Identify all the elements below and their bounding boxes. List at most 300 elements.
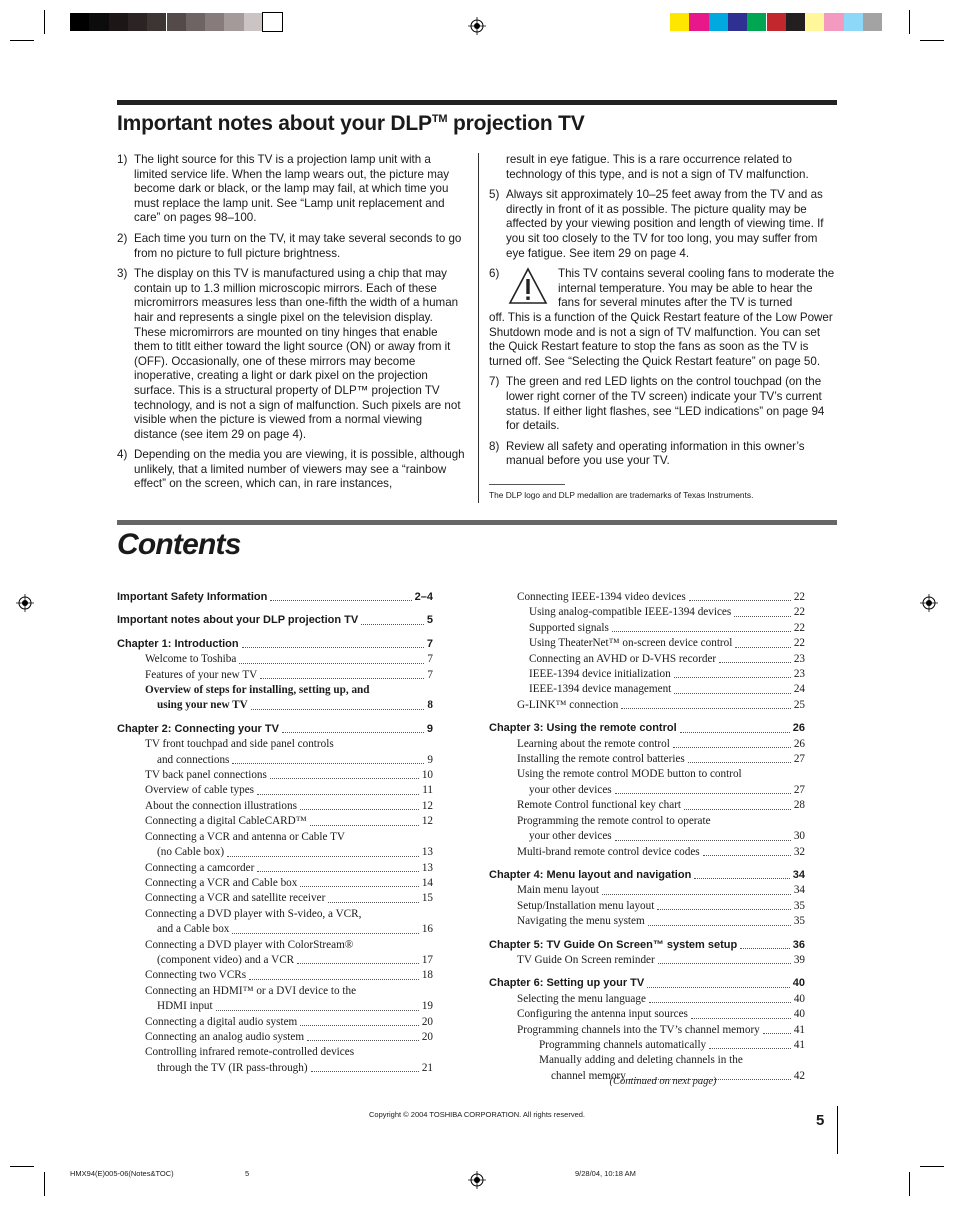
toc-entry[interactable] xyxy=(117,876,433,891)
crop-mark xyxy=(44,1172,45,1196)
toc-leader xyxy=(216,1010,419,1011)
toc-leader xyxy=(688,762,791,763)
toc-entry[interactable] xyxy=(489,1038,805,1053)
toc-entry[interactable] xyxy=(117,1030,433,1045)
toc-entry[interactable] xyxy=(117,753,433,768)
toc-page-number: 8 xyxy=(427,699,433,712)
toc-label: Programming channels into the TV’s channel memory xyxy=(517,1023,760,1036)
toc-entry[interactable] xyxy=(489,767,805,782)
toc-entry[interactable] xyxy=(489,914,805,929)
item-text: Review all safety and operating information in this owner’s manual before you use your TV. xyxy=(506,439,805,468)
toc-page-number: 21 xyxy=(421,1061,433,1074)
color-swatch xyxy=(186,13,205,31)
toc-gap xyxy=(117,714,433,722)
toc-page-number: 32 xyxy=(793,845,805,858)
toc-page-number: 42 xyxy=(793,1069,805,1082)
toc-label: Using analog-compatible IEEE-1394 devices xyxy=(529,606,732,619)
toc-entry[interactable] xyxy=(489,752,805,767)
toc-leader xyxy=(239,663,424,664)
toc-page-number: 24 xyxy=(793,683,805,696)
toc-leader xyxy=(232,933,418,934)
notes-title-end: projection TV xyxy=(447,112,585,135)
toc-page-number: 40 xyxy=(792,977,805,990)
toc-label: Configuring the antenna input sources xyxy=(517,1008,688,1021)
toc-label: Connecting two VCRs xyxy=(145,969,247,982)
toc-gap xyxy=(489,713,805,721)
toc-page-number: 16 xyxy=(421,923,433,936)
toc-entry[interactable] xyxy=(117,668,433,683)
toc-entry[interactable] xyxy=(489,992,805,1007)
footer-date: 9/28/04, 10:18 AM xyxy=(575,1169,636,1178)
toc-entry[interactable] xyxy=(489,953,805,968)
color-swatch xyxy=(767,13,786,31)
toc-leader xyxy=(689,600,791,601)
toc-label: HDMI input xyxy=(157,1000,213,1013)
toc-label: Main menu layout xyxy=(517,884,600,897)
toc-leader xyxy=(647,987,790,988)
toc-label: Connecting a VCR and Cable box xyxy=(145,876,298,889)
toc-label: Connecting a camcorder xyxy=(145,861,255,874)
toc-label: Supported signals xyxy=(529,621,609,634)
toc-leader xyxy=(691,1018,791,1019)
trademark-footnote: The DLP logo and DLP medallion are trademarks of Texas Instruments. xyxy=(489,490,754,500)
crop-mark xyxy=(44,10,45,34)
toc-entry[interactable] xyxy=(489,1053,805,1068)
color-swatch xyxy=(224,13,243,31)
toc-entry[interactable] xyxy=(117,845,433,860)
toc-page-number: 2–4 xyxy=(414,591,433,603)
notes-right-column xyxy=(489,153,837,475)
toc-label: Overview of cable types xyxy=(145,784,255,797)
item-text: The display on this TV is manufactured using a chip that may contain up to 1.3 million microscopic mirrors. Each of these micromirrors measures less than one-fifth the width of a human hair and represents a single pixel on the television display. These micromirrors are mounted on tiny hinges that enable them to titlt either toward the light source (ON) or away from it (OFF). Occasionally, one of these mirrors may become inoperative, creating a light or dark pixel on the projection surface. This is a structural property of DLP™ projection TV technology, and is not a sign of malfunction. Such pixels are not visible when the picture is viewed from a normal viewing distance (see item 29 on page 4). xyxy=(134,267,461,441)
toc-page-number: 18 xyxy=(421,969,433,982)
toc-page-number: 7 xyxy=(426,637,433,650)
toc-leader xyxy=(615,840,791,841)
toc-label: Installing the remote control batteries xyxy=(517,753,685,766)
toc-entry[interactable] xyxy=(117,938,433,953)
toc-leader xyxy=(361,624,424,625)
toc-entry[interactable] xyxy=(489,737,805,752)
toc-label: Connecting a VCR and antenna or Cable TV xyxy=(145,830,345,843)
toc-leader xyxy=(615,793,791,794)
toc-leader xyxy=(328,902,419,903)
toc-label: Chapter 5: TV Guide On Screen™ system setup xyxy=(489,938,738,951)
toc-label: Chapter 6: Setting up your TV xyxy=(489,977,645,990)
note-item xyxy=(489,188,837,261)
toc-chapter-entry[interactable] xyxy=(489,868,805,883)
toc-page-number: 41 xyxy=(793,1023,805,1036)
notes-right-items xyxy=(489,188,837,261)
color-swatch xyxy=(786,13,805,31)
toc-label: TV back panel connections xyxy=(145,769,267,782)
toc-leader xyxy=(297,963,419,964)
toc-label: (component video) and a VCR xyxy=(157,953,295,966)
toc-page-number: 27 xyxy=(793,753,805,766)
toc-entry[interactable] xyxy=(117,953,433,968)
toc-page-number: 7 xyxy=(427,653,433,666)
toc-leader xyxy=(257,871,418,872)
item-6-top xyxy=(506,267,837,311)
toc-label: Manually adding and deleting channels in the xyxy=(539,1054,743,1067)
toc-chapter-entry[interactable] xyxy=(489,976,805,991)
toc-page-number: 12 xyxy=(421,815,433,828)
toc-page-number: 26 xyxy=(793,737,805,750)
toc-page-number: 20 xyxy=(421,1015,433,1028)
toc-entry[interactable] xyxy=(489,814,805,829)
toc-entry[interactable] xyxy=(489,883,805,898)
note-item xyxy=(117,232,465,261)
registration-target-icon xyxy=(920,594,938,612)
crop-mark xyxy=(10,1166,34,1167)
toc-entry[interactable] xyxy=(117,922,433,937)
toc-entry[interactable] xyxy=(489,1023,805,1038)
toc-entry[interactable] xyxy=(117,1015,433,1030)
toc-entry[interactable] xyxy=(117,698,433,713)
toc-leader xyxy=(282,732,424,733)
note-item xyxy=(117,267,465,442)
toc-page-number: 7 xyxy=(427,668,433,681)
toc-label: Welcome to Toshiba xyxy=(145,653,237,666)
toc-page-number: 13 xyxy=(421,861,433,874)
toc-leader xyxy=(658,963,791,964)
toc-leader xyxy=(612,631,791,632)
toc-label: Remote Control functional key chart xyxy=(517,799,682,812)
note-item xyxy=(489,375,837,433)
color-swatch xyxy=(805,13,824,31)
item-6-rest-text: off. This is a function of the Quick Restart feature of the Low Power Shutdown mode and is not a sign of TV malfunction. You can set the Quick Restart feature to stop the fans as soon as the TV is turned off. See “Selecting the Quick Restart feature” on page 50. xyxy=(489,310,833,368)
toc-page-number: 28 xyxy=(793,799,805,812)
color-swatch xyxy=(728,13,747,31)
item-text: The green and red LED lights on the control touchpad (on the lower right corner of the TV screen) indicate your TV’s current status. If either light flashes, see “LED indications” on page 94 for details. xyxy=(506,375,825,433)
toc-leader xyxy=(270,778,419,779)
toc-leader xyxy=(684,809,791,810)
toc-page-number: 35 xyxy=(793,899,805,912)
toc-leader xyxy=(310,825,419,826)
toc-entry[interactable] xyxy=(117,999,433,1014)
toc-page-number: 13 xyxy=(421,846,433,859)
warning-triangle-icon xyxy=(508,267,548,305)
toc-label: Important notes about your DLP projection TV xyxy=(117,614,359,627)
toc-leader xyxy=(232,763,424,764)
trademark-superscript: TM xyxy=(431,113,448,125)
item-number: 1) xyxy=(117,153,128,166)
color-swatch xyxy=(844,13,863,31)
toc-label: TV front touchpad and side panel controls xyxy=(145,738,334,751)
toc-entry[interactable] xyxy=(489,783,805,798)
toc-page-number: 14 xyxy=(421,876,433,889)
toc-label: Important Safety Information xyxy=(117,591,268,603)
toc-leader xyxy=(621,708,790,709)
color-swatch xyxy=(128,13,147,31)
toc-leader xyxy=(307,1040,419,1041)
toc-entry[interactable] xyxy=(489,798,805,813)
toc-label: using your new TV xyxy=(157,699,248,712)
toc-leader xyxy=(763,1033,791,1034)
toc-page-number: 5 xyxy=(426,614,433,627)
toc-leader xyxy=(260,678,424,679)
toc-leader xyxy=(673,747,791,748)
toc-leader xyxy=(227,856,419,857)
toc-leader xyxy=(740,948,790,949)
note-item xyxy=(117,153,465,226)
item-text: Depending on the media you are viewing, it is possible, although unlikely, that a limited number of viewers may see a “rainbow effect” on the screen, which can, in rare instances, xyxy=(134,448,465,491)
toc-leader xyxy=(602,894,791,895)
note-item xyxy=(117,448,465,492)
item-text: Each time you turn on the TV, it may take several seconds to go from no picture to full picture brightness. xyxy=(134,231,462,260)
toc-entry[interactable] xyxy=(117,861,433,876)
notes-left-column xyxy=(117,153,465,498)
toc-entry[interactable] xyxy=(117,783,433,798)
toc-entry[interactable] xyxy=(117,814,433,829)
toc-entry[interactable] xyxy=(117,737,433,752)
toc-label: Setup/Installation menu layout xyxy=(517,899,655,912)
item-number: 4) xyxy=(117,448,128,462)
color-swatch xyxy=(70,13,89,31)
toc-right-column xyxy=(489,590,805,1084)
toc-entry[interactable] xyxy=(117,768,433,783)
toc-label: Programming channels automatically xyxy=(539,1038,707,1051)
toc-label: IEEE-1394 device initialization xyxy=(529,668,671,681)
color-swatch xyxy=(670,13,689,31)
toc-leader xyxy=(719,662,791,663)
toc-chapter-entry[interactable] xyxy=(117,613,433,628)
crop-mark xyxy=(10,40,34,41)
continued-note: (Continued on next page) xyxy=(609,1076,717,1087)
toc-label: your other devices xyxy=(529,830,612,843)
toc-entry[interactable] xyxy=(117,891,433,906)
crop-mark xyxy=(909,1172,910,1196)
toc-label: Connecting a DVD player with S-video, a VCR, xyxy=(145,907,362,920)
toc-leader xyxy=(703,855,791,856)
toc-leader xyxy=(680,732,790,733)
copyright-text: Copyright © 2004 TOSHIBA CORPORATION. All rights reserved. xyxy=(368,1110,586,1119)
toc-page-number: 10 xyxy=(421,769,433,782)
toc-entry[interactable] xyxy=(489,829,805,844)
toc-page-number: 12 xyxy=(421,799,433,812)
footer-file-page: 5 xyxy=(245,1169,250,1178)
toc-entry[interactable] xyxy=(489,667,805,682)
toc-gap xyxy=(117,605,433,613)
toc-label: (no Cable box) xyxy=(157,846,225,859)
toc-page-number: 17 xyxy=(421,953,433,966)
color-swatch xyxy=(689,13,708,31)
toc-gap xyxy=(489,860,805,868)
toc-label: Connecting an HDMI™ or a DVI device to the xyxy=(145,984,357,997)
toc-leader xyxy=(674,677,791,678)
column-divider xyxy=(478,153,479,503)
toc-page-number: 34 xyxy=(793,884,805,897)
toc-label: Connecting an AVHD or D-VHS recorder xyxy=(529,652,717,665)
toc-label: Multi-brand remote control device codes xyxy=(517,845,700,858)
toc-entry[interactable] xyxy=(117,830,433,845)
toc-entry[interactable] xyxy=(489,605,805,620)
toc-entry[interactable] xyxy=(489,698,805,713)
toc-label: your other devices xyxy=(529,783,612,796)
toc-page-number: 41 xyxy=(793,1038,805,1051)
page-number: 5 xyxy=(816,1112,825,1129)
toc-leader xyxy=(300,809,419,810)
color-swatch xyxy=(147,13,166,31)
toc-leader xyxy=(657,909,790,910)
item-number: 7) xyxy=(489,375,500,389)
toc-label: Programming the remote control to operate xyxy=(517,814,711,827)
toc-entry[interactable] xyxy=(117,984,433,999)
item-number: 6) xyxy=(489,267,500,281)
toc-page-number: 39 xyxy=(793,953,805,966)
toc-page-number: 22 xyxy=(793,591,805,603)
toc-label: Using the remote control MODE button to control xyxy=(517,768,742,781)
toc-label: G-LINK™ connection xyxy=(517,698,619,711)
toc-label: and connections xyxy=(157,753,230,766)
toc-page-number: 15 xyxy=(421,892,433,905)
notes-title xyxy=(117,112,585,136)
toc-label: through the TV (IR pass-through) xyxy=(157,1061,308,1074)
toc-chapter-entry[interactable] xyxy=(489,938,805,953)
toc-chapter-entry[interactable] xyxy=(117,590,433,605)
toc-label: Chapter 4: Menu layout and navigation xyxy=(489,868,692,881)
color-swatch xyxy=(244,13,263,31)
item-number: 2) xyxy=(117,231,128,245)
toc-entry[interactable] xyxy=(117,683,433,698)
toc-page-number: 23 xyxy=(793,652,805,665)
toc-label: Chapter 2: Connecting your TV xyxy=(117,722,279,735)
toc-label: Connecting an analog audio system xyxy=(145,1030,305,1043)
toc-leader xyxy=(735,647,790,648)
color-swatch xyxy=(89,13,108,31)
toc-label: Selecting the menu language xyxy=(517,992,646,1005)
toc-label: and a Cable box xyxy=(157,923,230,936)
toc-entry[interactable] xyxy=(489,590,805,605)
toc-label: Controlling infrared remote-controlled devices xyxy=(145,1046,355,1059)
color-swatch xyxy=(109,13,128,31)
color-swatch xyxy=(205,13,224,31)
toc-leader xyxy=(674,693,791,694)
toc-chapter-entry[interactable] xyxy=(117,637,433,652)
toc-leader xyxy=(694,878,789,879)
toc-left-column xyxy=(117,590,433,1076)
notes-right-items-2 xyxy=(489,375,837,469)
toc-leader xyxy=(249,979,419,980)
item-number: 3) xyxy=(117,267,128,281)
registration-target-icon xyxy=(468,17,486,35)
toc-entry[interactable] xyxy=(489,621,805,636)
toc-gap xyxy=(489,930,805,938)
toc-entry[interactable] xyxy=(489,652,805,667)
toc-entry[interactable] xyxy=(117,652,433,667)
toc-leader xyxy=(311,1071,419,1072)
notes-item-4-continued: result in eye fatigue. This is a rare occurrence related to technology of this type, and is not a sign of TV malfunction. xyxy=(506,153,809,181)
toc-page-number: 34 xyxy=(792,868,805,881)
toc-page-number: 25 xyxy=(793,698,805,711)
toc-entry[interactable] xyxy=(489,1007,805,1022)
toc-label: TV Guide On Screen reminder xyxy=(517,953,655,966)
toc-label: Overview of steps for installing, setting up, and xyxy=(145,684,370,697)
contents-title: Contents xyxy=(117,528,241,561)
toc-leader xyxy=(270,600,411,601)
page-edge-rule xyxy=(837,1106,838,1154)
footnote-rule xyxy=(489,484,565,485)
toc-label: Using TheaterNet™ on-screen device control xyxy=(529,637,733,650)
toc-entry[interactable] xyxy=(489,899,805,914)
toc-entry[interactable] xyxy=(117,907,433,922)
toc-label: Navigating the menu system xyxy=(517,915,645,928)
toc-leader xyxy=(242,647,424,648)
notes-title-text: Important notes about your DLP xyxy=(117,112,432,135)
toc-entry[interactable] xyxy=(489,682,805,697)
color-swatch xyxy=(824,13,843,31)
toc-leader xyxy=(257,794,419,795)
crop-mark xyxy=(909,10,910,34)
item-text: The light source for this TV is a projection lamp unit with a limited service life. When the lamp wears out, the picture may become dark or black, or the lamp may fail, at which time you must replace the lamp unit. See “Lamp unit replacement and care” on pages 98–100. xyxy=(134,153,450,225)
toc-leader xyxy=(649,1002,791,1003)
crop-mark xyxy=(920,40,944,41)
toc-entry[interactable] xyxy=(117,968,433,983)
toc-gap xyxy=(489,968,805,976)
toc-label: Chapter 1: Introduction xyxy=(117,637,239,650)
toc-page-number: 36 xyxy=(792,938,805,951)
section-rule xyxy=(117,100,837,105)
toc-label: Features of your new TV xyxy=(145,668,258,681)
note-item xyxy=(489,440,837,469)
toc-page-number: 27 xyxy=(793,783,805,796)
toc-label: Connecting a DVD player with ColorStream® xyxy=(145,938,354,951)
toc-leader xyxy=(709,1048,791,1049)
toc-entry[interactable] xyxy=(117,1061,433,1076)
toc-chapter-entry[interactable] xyxy=(117,722,433,737)
toc-page-number: 22 xyxy=(793,606,805,619)
toc-page-number: 22 xyxy=(793,637,805,650)
toc-leader xyxy=(648,925,791,926)
registration-target-icon xyxy=(16,594,34,612)
toc-gap xyxy=(117,629,433,637)
toc-page-number: 9 xyxy=(427,753,433,766)
color-swatch xyxy=(863,13,882,31)
toc-entry[interactable] xyxy=(489,845,805,860)
toc-page-number: 19 xyxy=(421,1000,433,1013)
item-number: 8) xyxy=(489,439,500,453)
contents-rule xyxy=(117,520,837,525)
toc-label: Connecting a digital audio system xyxy=(145,1015,298,1028)
color-swatch xyxy=(709,13,728,31)
toc-leader xyxy=(734,616,791,617)
toc-page-number: 30 xyxy=(793,830,805,843)
color-swatch xyxy=(167,13,186,31)
toc-label: Connecting a digital CableCARD™ xyxy=(145,815,307,828)
toc-page-number: 11 xyxy=(422,784,433,797)
toc-page-number: 40 xyxy=(793,992,805,1005)
toc-page-number: 9 xyxy=(426,722,433,735)
toc-entry[interactable] xyxy=(117,799,433,814)
registration-target-icon xyxy=(468,1171,486,1189)
toc-label: channel memory xyxy=(551,1069,626,1082)
toc-label: Learning about the remote control xyxy=(517,737,670,750)
item-number: 5) xyxy=(489,188,500,202)
toc-entry[interactable] xyxy=(117,1045,433,1060)
toc-label: Connecting IEEE-1394 video devices xyxy=(517,591,686,603)
toc-label: Connecting a VCR and satellite receiver xyxy=(145,892,326,905)
toc-label: About the connection illustrations xyxy=(145,799,297,812)
toc-chapter-entry[interactable] xyxy=(489,721,805,736)
toc-page-number: 26 xyxy=(792,722,805,735)
toc-page-number: 22 xyxy=(793,621,805,634)
toc-page-number: 23 xyxy=(793,668,805,681)
toc-leader xyxy=(300,886,418,887)
toc-entry[interactable] xyxy=(489,636,805,651)
toc-leader xyxy=(251,709,425,710)
toc-label: IEEE-1394 device management xyxy=(529,683,672,696)
toc-page-number: 35 xyxy=(793,915,805,928)
footer-file-name: HMX94(E)005-06(Notes&TOC) xyxy=(70,1169,174,1178)
